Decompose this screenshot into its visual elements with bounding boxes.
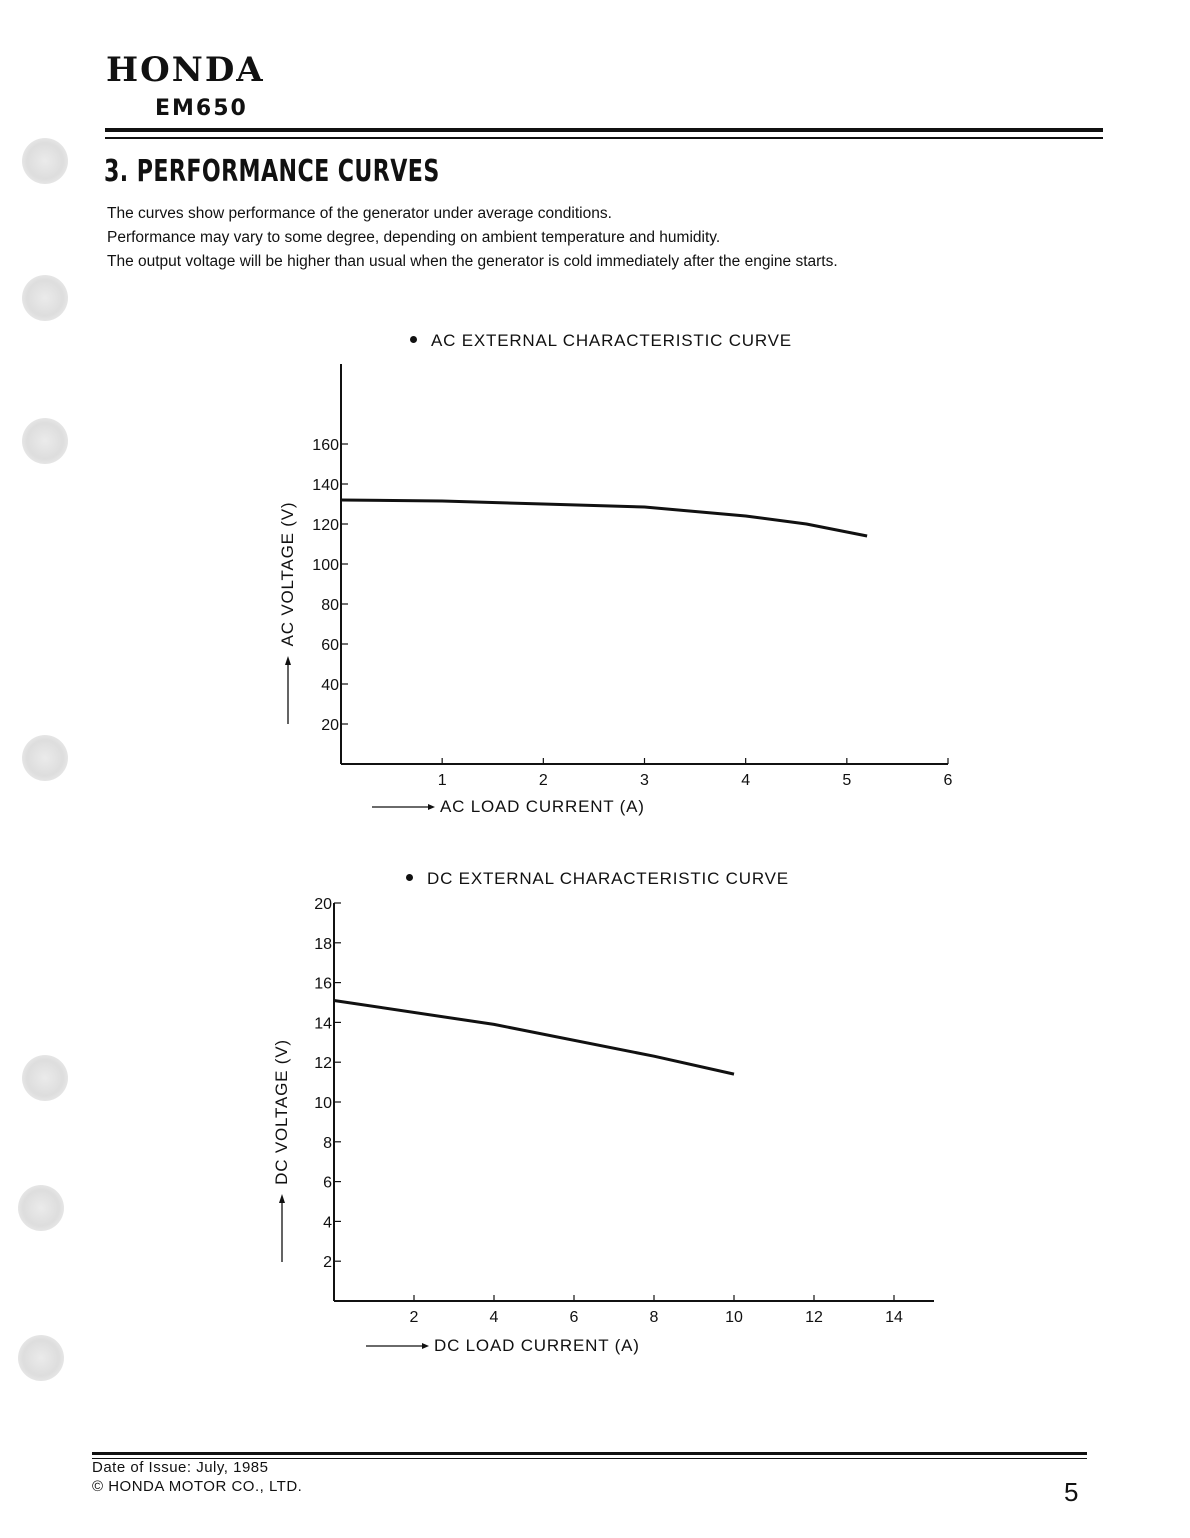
- dc-y-axis-label: DC VOLTAGE (V): [272, 1039, 291, 1185]
- dc-x-tick-label: 14: [885, 1309, 903, 1326]
- dc-x-tick-label: 2: [409, 1309, 419, 1326]
- dc-y-tick-label: 14: [314, 1015, 332, 1033]
- dc-x-tick-label: 8: [649, 1309, 659, 1326]
- ac-x-tick-label: 4: [741, 772, 751, 789]
- dc-y-tick-label: 10: [314, 1095, 332, 1112]
- ac-x-tick-label: 1: [437, 772, 447, 789]
- ac-x-tick-label: 2: [538, 772, 548, 789]
- issue-date: Date of Issue: July, 1985: [92, 1459, 269, 1476]
- dc-y-tick-label: 8: [323, 1134, 332, 1152]
- ac-x-tick-label: 5: [842, 772, 852, 789]
- ac-y-tick-label: 60: [321, 637, 339, 654]
- ac-y-axis-label: AC VOLTAGE (V): [278, 501, 297, 647]
- ac-y-tick-label: 20: [321, 717, 339, 734]
- dc-y-tick-label: 16: [314, 975, 332, 993]
- intro-paragraph: The output voltage will be higher than usual when the generator is cold immediately after the engine starts.: [107, 253, 838, 270]
- copyright: © HONDA MOTOR CO., LTD.: [92, 1478, 303, 1495]
- dc-y-tick-label: 20: [314, 896, 332, 913]
- dc-y-tick-label: 18: [314, 935, 332, 953]
- page-title: 3. PERFORMANCE CURVES: [104, 154, 440, 189]
- dc-y-tick-label: 6: [323, 1174, 332, 1192]
- dc-chart-title-text: DC EXTERNAL CHARACTERISTIC CURVE: [427, 869, 789, 888]
- brand-logo: HONDA: [106, 50, 265, 90]
- ac-x-axis-label: AC LOAD CURRENT (A): [440, 797, 645, 816]
- ac-y-tick-label: 120: [312, 517, 339, 534]
- dc-y-tick-label: 4: [323, 1214, 332, 1232]
- dc-y-tick-label: 12: [314, 1055, 332, 1073]
- ac-y-tick-label: 100: [312, 557, 339, 574]
- dc-y-tick-label: 2: [323, 1254, 332, 1272]
- intro-paragraph: The curves show performance of the generator under average conditions.: [107, 205, 612, 222]
- model-name: EM650: [155, 96, 248, 121]
- dc-x-tick-label: 4: [489, 1309, 499, 1326]
- ac-x-tick-label: 3: [640, 772, 649, 789]
- page-number: 5: [1064, 1477, 1079, 1507]
- ac-y-tick-label: 80: [321, 597, 339, 614]
- footer-rule: [92, 1452, 1087, 1455]
- dc-y-arrow-head-icon: [279, 1194, 285, 1203]
- ac-y-tick-label: 140: [312, 477, 339, 494]
- ac-y-tick-label: 40: [321, 677, 339, 694]
- ac-chart-title-text: AC EXTERNAL CHARACTERISTIC CURVE: [431, 331, 792, 350]
- dc-x-tick-label: 12: [805, 1309, 823, 1326]
- intro-paragraph: Performance may vary to some degree, depending on ambient temperature and humidity.: [107, 229, 721, 246]
- dc-x-arrow-head-icon: [422, 1343, 429, 1349]
- dc-x-axis-label: DC LOAD CURRENT (A): [434, 1336, 640, 1355]
- dc-x-tick-label: 6: [569, 1309, 579, 1326]
- ac-y-tick-label: 160: [312, 437, 339, 454]
- dc-x-tick-label: 10: [725, 1309, 743, 1326]
- dc-series-line: [334, 1001, 734, 1075]
- ac-x-tick-label: 6: [943, 772, 953, 789]
